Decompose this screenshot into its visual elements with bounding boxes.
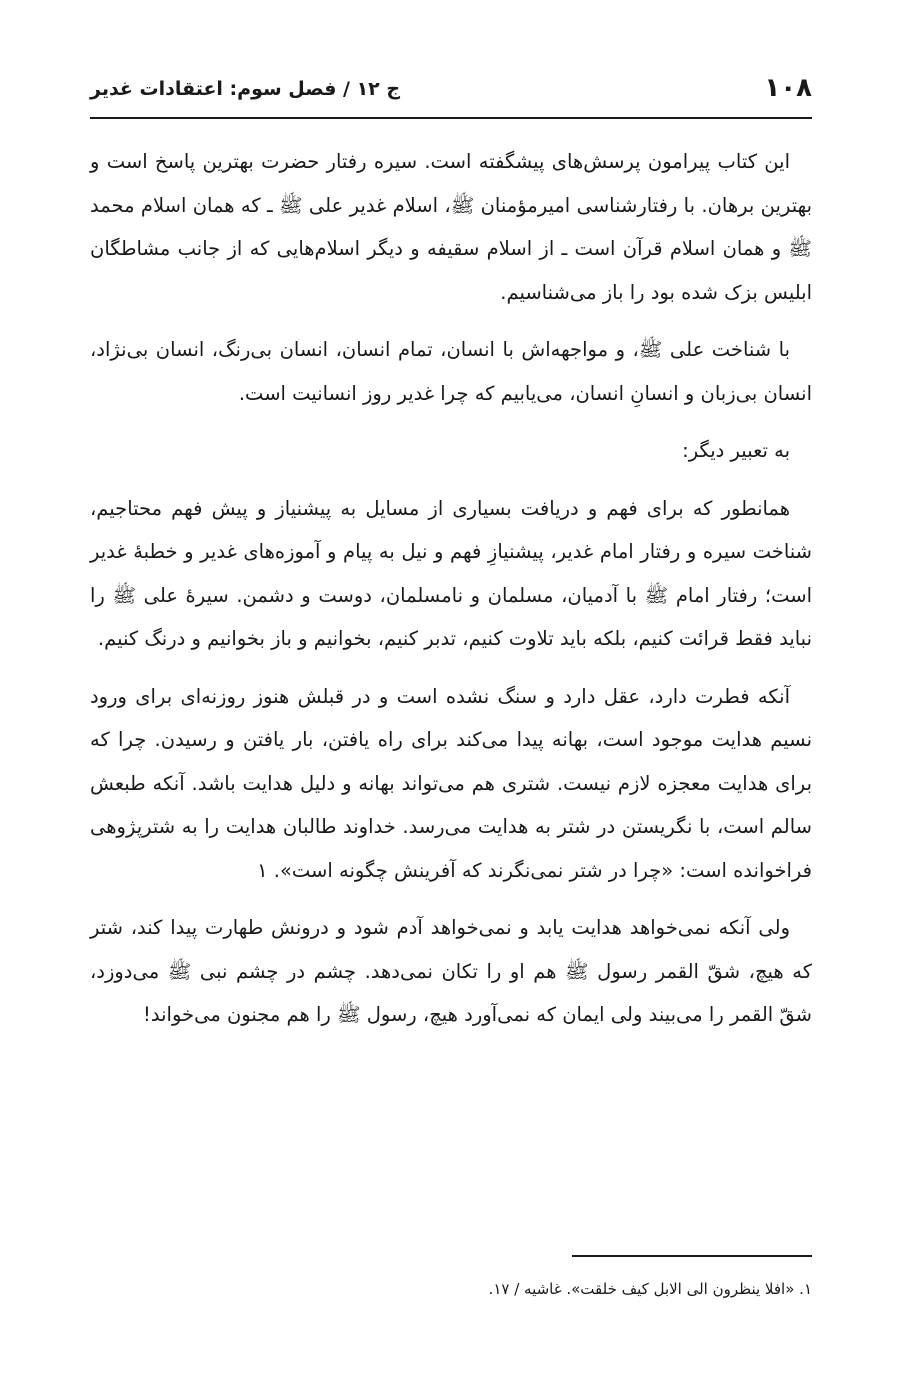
footnote: ۱. «افلا ینظرون الی الابل کیف خلقت». غاشیه / ۱۷. — [488, 1280, 812, 1298]
paragraph-3: به تعبیر دیگر: — [682, 439, 790, 462]
footnote-divider — [572, 1255, 812, 1257]
paragraph-6: ولی آنکه نمی‌خواهد هدایت یابد و نمی‌خواهد آدم شود و درونش طهارت پیدا کند، شتر که هیچ، شقّ القمر رسول ﷺ هم او را تکان نمی‌دهد. چشم در چشم نبی ﷺ می‌دوزد، شقّ القمر را می‌بیند ولی ایمان که نمی‌آورد هیچ، رسول ﷺ را هم مجنون می‌خواند! — [90, 916, 812, 1026]
running-title: ج ۱۲ / فصل سوم: اعتقادات غدیر — [90, 78, 401, 100]
paragraph-1: این کتاب پیرامون پرسش‌های پیشگفته است. سیره رفتار حضرت بهترین پاسخ است و بهترین برهان. با رفتارشناسی امیرمؤمنان ﷺ، اسلام غدیر علی ﷺ ـ که همان اسلام محمد ﷺ و همان اسلام قرآن است ـ از اسلام سقیفه و دیگر اسلام‌هایی که از جانب مشاطگان ابلیس بزک شده بود را باز می‌شناسیم. — [90, 150, 812, 304]
paragraph-5: آنکه فطرت دارد، عقل دارد و سنگ نشده است و در قبلش هنوز روزنه‌ای برای ورود نسیم هدایت موجود است، بهانه پیدا می‌کند برای راه یافتن، بار یافتن و رسیدن. چرا که برای هدایت معجزه لازم نیست. شتری هم می‌تواند بهانه و دلیل هدایت باشد. آنکه طبعش سالم است، با نگریستن در شتر به هدایت می‌رسد. خداوند طالبان هدایت را به شترپژوهی فراخوانده است: «چرا در شتر نمی‌نگرند که آفرینش چگونه است». ۱ — [90, 684, 812, 882]
header-divider — [90, 117, 812, 119]
page-body — [90, 140, 812, 1051]
paragraph-4: همانطور که برای فهم و دریافت بسیاری از مسایل به پیشنیاز و پیش فهم محتاجیم، شناخت سیره و رفتار امام غدیر، پیشنیازِ فهم و نیل به پیام و آموزه‌های غدیر و خطبهٔ غدیر است؛ رفتار امام ﷺ با آدمیان، مسلمان و نامسلمان، دوست و دشمن. سیرهٔ علی ﷺ را نباید فقط قرائت کنیم، بلکه باید تلاوت کنیم، تدبر کنیم، بخوانیم و باز بخوانیم و درنگ کنیم. — [90, 496, 812, 650]
page-header — [90, 70, 812, 116]
page-number: ۱۰۸ — [764, 73, 812, 103]
paragraph-2: با شناخت علی ﷺ، و مواجهه‌اش با انسان، تمام انسان، انسان بی‌رنگ، انسان بی‌نژاد، انسان بی‌زبان و انسانِ انسان، می‌یابیم که چرا غدیر روز انسانیت است. — [90, 338, 812, 405]
